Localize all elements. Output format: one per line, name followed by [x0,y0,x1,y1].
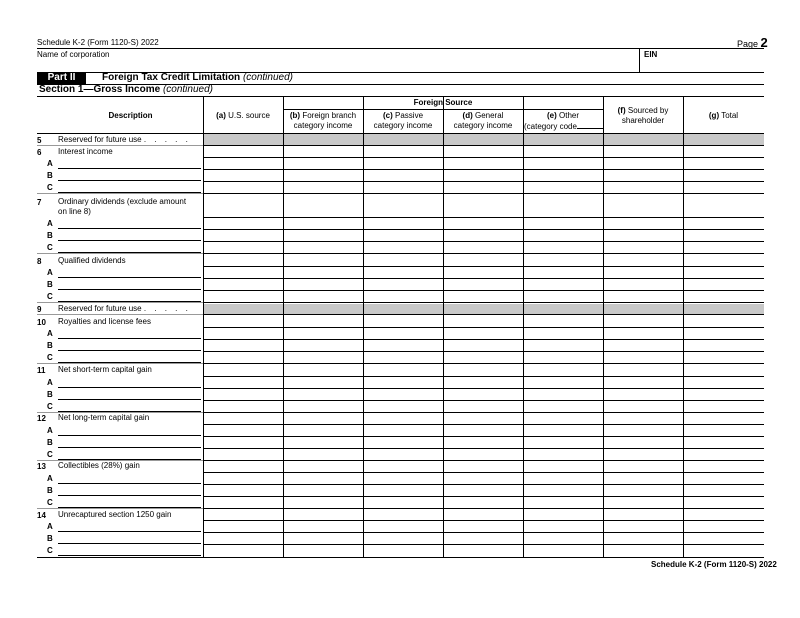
amount-cell[interactable] [444,291,522,301]
col-description-header: Description [108,111,153,120]
amount-cell[interactable] [604,242,682,252]
amount-cell[interactable] [524,170,602,180]
amount-cell[interactable] [444,485,522,495]
amount-cell[interactable] [684,242,763,252]
amount-cell[interactable] [444,449,522,459]
row-rule [203,460,764,461]
sub-row-letter: B [47,438,53,447]
sub-row-letter: B [47,534,53,543]
amount-cell[interactable] [444,521,522,531]
amount-cell[interactable] [604,267,682,277]
amount-cell[interactable] [524,352,602,362]
row-7-label [58,197,186,217]
amount-cell[interactable] [364,497,442,507]
col-b-text2: category income [293,121,353,130]
row-14-number: 14 [37,511,46,520]
sub-row-letter: C [47,498,53,507]
amount-cell[interactable] [284,230,362,240]
sub-row-description-field[interactable] [58,387,201,388]
sub-row-letter: C [47,402,53,411]
amount-cell[interactable] [604,158,682,168]
corporation-name-label: Name of corporation [37,50,110,59]
amount-cell[interactable] [364,473,442,483]
description-row-rule [37,302,203,303]
sub-row-letter: A [47,268,53,277]
amount-cell[interactable] [524,377,602,387]
sub-row-letter: B [47,486,53,495]
amount-cell[interactable] [204,218,282,228]
col-b-text1: Foreign branch [302,111,357,120]
sub-row-letter: B [47,341,53,350]
amount-cell[interactable] [364,533,442,543]
amount-cell[interactable] [284,473,362,483]
form-id-footer: Schedule K-2 (Form 1120-S) 2022 [651,560,777,569]
description-row-rule [37,145,203,146]
col-a-text: U.S. source [228,111,270,120]
part-title-suffix: (continued) [242,72,293,83]
amount-cell[interactable] [364,279,442,289]
sub-row-letter: B [47,171,53,180]
sub-row-description-field[interactable] [58,483,201,484]
amount-cell[interactable] [284,267,362,277]
sub-row-letter: A [47,522,53,531]
amount-cell[interactable] [364,485,442,495]
amount-cell[interactable] [524,230,602,240]
sub-row-letter: B [47,280,53,289]
amount-cell[interactable] [604,485,682,495]
part-badge: Part II [37,72,86,84]
amount-cell[interactable] [284,158,362,168]
amount-cell[interactable] [524,533,602,543]
foreign-source-header: Foreign Source [413,98,473,107]
amount-cell[interactable] [604,352,682,362]
description-row-rule [37,363,203,364]
amount-cell[interactable] [524,340,602,350]
col-c-text2: category income [373,121,433,130]
col-d-text1: General [474,111,504,120]
amount-cell[interactable] [204,242,282,252]
amount-cell[interactable] [684,218,763,228]
amount-cell[interactable] [204,473,282,483]
amount-cell[interactable] [524,267,602,277]
amount-cell[interactable] [204,352,282,362]
amount-cell[interactable] [284,425,362,435]
part-title-text: Foreign Tax Credit Limitation [102,72,241,83]
col-d-letter: (d) [462,111,473,120]
row-9-text: Reserved for future use [58,304,142,313]
row-7-text1: Ordinary dividends (exclude amount [58,197,187,206]
sub-row-description-field[interactable] [58,447,201,448]
amount-cell[interactable] [444,158,522,168]
sub-row-letter: A [47,219,53,228]
row-6-label: Interest income [58,147,113,156]
sub-row-description-field[interactable] [58,507,201,508]
row-5-label [58,135,191,145]
row-rule [203,363,764,364]
amount-cell[interactable] [524,328,602,338]
amount-cell[interactable] [684,485,763,495]
page-word: Page [737,39,759,49]
amount-cell[interactable] [204,291,282,301]
sub-row-description-field[interactable] [58,350,201,351]
amount-cell[interactable] [204,340,282,350]
amount-cell[interactable] [444,473,522,483]
amount-cell[interactable] [364,267,442,277]
amount-cell[interactable] [444,340,522,350]
ein-label: EIN [644,50,658,59]
amount-cell[interactable] [364,340,442,350]
amount-cell[interactable] [364,545,442,555]
sub-row-description-field[interactable] [58,543,201,544]
row-7-number: 7 [37,198,42,207]
row-7-text2: on line 8) [58,207,91,216]
amount-cell[interactable] [204,437,282,447]
amount-cell[interactable] [444,389,522,399]
amount-cell[interactable] [684,545,763,555]
amount-cell[interactable] [604,449,682,459]
amount-cell[interactable] [284,497,362,507]
amount-cell[interactable] [364,401,442,411]
table-bottom-rule [37,557,764,558]
amount-cell[interactable] [444,182,522,192]
col-a-letter: (a) [216,111,226,120]
amount-cell[interactable] [444,230,522,240]
col-g-text: Total [721,111,739,120]
amount-cell[interactable] [284,170,362,180]
description-row-rule [37,314,203,315]
section-title-suffix: (continued) [162,84,213,95]
amount-cell[interactable] [684,340,763,350]
col-e-text1: Other [559,111,580,120]
row-10-label: Royalties and license fees [58,317,151,326]
amount-cell[interactable] [284,218,362,228]
amount-cell[interactable] [444,242,522,252]
row-5-text: Reserved for future use [58,135,142,144]
amount-cell[interactable] [204,158,282,168]
amount-cell[interactable] [364,170,442,180]
row-12-number: 12 [37,414,46,423]
amount-cell[interactable] [684,377,763,387]
sub-row-description-field[interactable] [58,301,201,302]
sub-row-letter: B [47,390,53,399]
col-b-letter: (b) [289,111,301,120]
amount-cell[interactable] [204,267,282,277]
amount-cell[interactable] [444,328,522,338]
sub-row-description-field[interactable] [58,180,201,181]
amount-cell[interactable] [524,425,602,435]
amount-cell[interactable] [284,545,362,555]
amount-cell[interactable] [604,340,682,350]
amount-cell[interactable] [524,182,602,192]
description-row-rule [37,253,203,254]
sub-row-description-field[interactable] [58,252,201,253]
row-9-label [58,304,191,314]
amount-cell[interactable] [684,449,763,459]
amount-cell[interactable] [444,497,522,507]
amount-cell[interactable] [524,218,602,228]
row-13-label: Collectibles (28%) gain [58,461,140,470]
description-row-rule [37,508,203,509]
sub-row-description-field[interactable] [58,168,201,169]
row-11-number: 11 [37,366,46,375]
amount-cell[interactable] [364,158,442,168]
amount-cell[interactable] [604,279,682,289]
row-14-label: Unrecaptured section 1250 gain [58,510,172,519]
form-id-header: Schedule K-2 (Form 1120-S) 2022 [37,38,159,47]
amount-cell[interactable] [204,545,282,555]
amount-cell[interactable] [524,291,602,301]
amount-cell[interactable] [284,389,362,399]
sub-row-letter: A [47,426,53,435]
amount-cell[interactable] [684,352,763,362]
amount-cell[interactable] [284,377,362,387]
sub-row-letter: A [47,159,53,168]
amount-cell[interactable] [604,170,682,180]
row-5-dots: . . . . . [143,135,191,144]
sub-row-letter: C [47,546,53,555]
amount-cell[interactable] [284,533,362,543]
row-8-number: 8 [37,257,42,266]
amount-cell[interactable] [364,352,442,362]
amount-cell[interactable] [524,485,602,495]
amount-cell[interactable] [284,242,362,252]
sub-row-letter: C [47,353,53,362]
amount-cell[interactable] [524,473,602,483]
amount-cell[interactable] [204,170,282,180]
sub-row-description-field[interactable] [58,277,201,278]
amount-cell[interactable] [604,497,682,507]
amount-cell[interactable] [444,401,522,411]
sub-row-description-field[interactable] [58,362,201,363]
amount-cell[interactable] [204,521,282,531]
amount-cell[interactable] [524,279,602,289]
amount-cell[interactable] [364,377,442,387]
amount-cell[interactable] [364,328,442,338]
sub-row-letter: C [47,450,53,459]
sub-row-description-field[interactable] [58,435,201,436]
amount-cell[interactable] [684,230,763,240]
amount-cell[interactable] [364,218,442,228]
section-title-text: Section 1—Gross Income [39,84,161,95]
sub-row-letter: A [47,378,53,387]
col-g-letter: (g) [708,111,720,120]
amount-cell[interactable] [684,328,763,338]
amount-cell[interactable] [204,401,282,411]
amount-cell[interactable] [604,328,682,338]
amount-cell[interactable] [604,473,682,483]
amount-cell[interactable] [684,267,763,277]
amount-cell[interactable] [444,377,522,387]
amount-cell[interactable] [604,230,682,240]
col-d-text2: category income [453,121,513,130]
amount-cell[interactable] [604,182,682,192]
amount-cell[interactable] [604,377,682,387]
amount-cell[interactable] [524,497,602,507]
amount-cell[interactable] [204,377,282,387]
amount-cell[interactable] [524,242,602,252]
amount-cell[interactable] [204,328,282,338]
sub-row-description-field[interactable] [58,555,201,556]
amount-cell[interactable] [204,389,282,399]
amount-cell[interactable] [284,328,362,338]
amount-cell[interactable] [604,437,682,447]
row-rule [203,314,764,315]
col-e-letter: (e) [546,111,557,120]
amount-cell[interactable] [604,425,682,435]
amount-cell[interactable] [364,389,442,399]
row-rule [203,412,764,413]
sub-row-description-field[interactable] [58,495,201,496]
sub-row-description-field[interactable] [58,192,201,193]
amount-cell[interactable] [204,279,282,289]
row-rule [203,193,764,194]
row-5-number: 5 [37,136,42,145]
amount-cell[interactable] [684,279,763,289]
sub-row-description-field[interactable] [58,338,201,339]
amount-cell[interactable] [284,437,362,447]
sub-row-letter: A [47,329,53,338]
amount-cell[interactable] [524,389,602,399]
sub-row-description-field[interactable] [58,228,201,229]
row-6-number: 6 [37,148,42,157]
col-e-text2: (category code [524,122,577,131]
sub-row-letter: B [47,231,53,240]
amount-cell[interactable] [684,291,763,301]
amount-cell[interactable] [284,521,362,531]
amount-cell[interactable] [524,521,602,531]
amount-cell[interactable] [364,291,442,301]
col-f-text2: shareholder [621,116,665,125]
sub-row-description-field[interactable] [58,399,201,400]
amount-cell[interactable] [444,218,522,228]
amount-cell[interactable] [524,545,602,555]
col-c-text1: Passive [395,111,424,120]
row-9-dots: . . . . . [143,304,191,313]
amount-cell[interactable] [524,437,602,447]
col-c-letter: (c) [382,111,393,120]
amount-cell[interactable] [604,291,682,301]
amount-cell[interactable] [204,425,282,435]
amount-cell[interactable] [204,485,282,495]
amount-cell[interactable] [444,545,522,555]
amount-cell[interactable] [364,242,442,252]
amount-cell[interactable] [604,533,682,543]
amount-cell[interactable] [364,437,442,447]
sub-row-letter: C [47,183,53,192]
row-rule [203,133,764,134]
amount-cell[interactable] [284,449,362,459]
col-f-letter: (f) [617,106,626,115]
amount-cell[interactable] [604,401,682,411]
amount-cell[interactable] [444,267,522,277]
amount-cell[interactable] [684,158,763,168]
amount-cell[interactable] [444,437,522,447]
amount-cell[interactable] [684,473,763,483]
amount-cell[interactable] [604,545,682,555]
amount-cell[interactable] [524,158,602,168]
amount-cell[interactable] [284,291,362,301]
amount-cell[interactable] [604,389,682,399]
amount-cell[interactable] [204,449,282,459]
amount-cell[interactable] [444,425,522,435]
sub-row-description-field[interactable] [58,240,201,241]
row-12-label: Net long-term capital gain [58,413,150,422]
amount-cell[interactable] [684,521,763,531]
row-13-number: 13 [37,462,46,471]
page-number: 2 [760,35,768,50]
amount-cell[interactable] [444,279,522,289]
sub-row-description-field[interactable] [58,531,201,532]
amount-cell[interactable] [284,340,362,350]
amount-cell[interactable] [204,182,282,192]
amount-cell[interactable] [604,218,682,228]
amount-cell[interactable] [604,521,682,531]
sub-row-letter: C [47,292,53,301]
row-rule [203,145,764,146]
amount-cell[interactable] [684,401,763,411]
amount-cell[interactable] [284,182,362,192]
sub-row-description-field[interactable] [58,459,201,460]
amount-cell[interactable] [684,437,763,447]
sub-row-letter: A [47,474,53,483]
amount-cell[interactable] [284,352,362,362]
amount-cell[interactable] [284,279,362,289]
amount-cell[interactable] [684,182,763,192]
row-rule [203,253,764,254]
amount-cell[interactable] [444,533,522,543]
amount-cell[interactable] [364,521,442,531]
amount-cell[interactable] [444,352,522,362]
amount-cell[interactable] [684,170,763,180]
amount-cell[interactable] [364,425,442,435]
amount-cell[interactable] [364,230,442,240]
amount-cell[interactable] [684,389,763,399]
sub-row-letter: C [47,243,53,252]
amount-cell[interactable] [684,497,763,507]
sub-row-description-field[interactable] [58,411,201,412]
amount-cell[interactable] [364,182,442,192]
amount-cell[interactable] [524,401,602,411]
amount-cell[interactable] [204,533,282,543]
description-row-rule [37,193,203,194]
sub-row-description-field[interactable] [58,289,201,290]
amount-cell[interactable] [284,401,362,411]
row-10-number: 10 [37,318,46,327]
amount-cell[interactable] [204,230,282,240]
row-8-label: Qualified dividends [58,256,126,265]
amount-cell[interactable] [684,533,763,543]
row-rule [203,508,764,509]
row-rule [203,302,764,303]
row-11-label: Net short-term capital gain [58,365,152,374]
amount-cell[interactable] [204,497,282,507]
col-f-text1: Sourced by [627,106,669,115]
amount-cell[interactable] [364,449,442,459]
row-9-number: 9 [37,305,42,314]
amount-cell[interactable] [444,170,522,180]
amount-cell[interactable] [524,449,602,459]
amount-cell[interactable] [284,485,362,495]
amount-cell[interactable] [684,425,763,435]
